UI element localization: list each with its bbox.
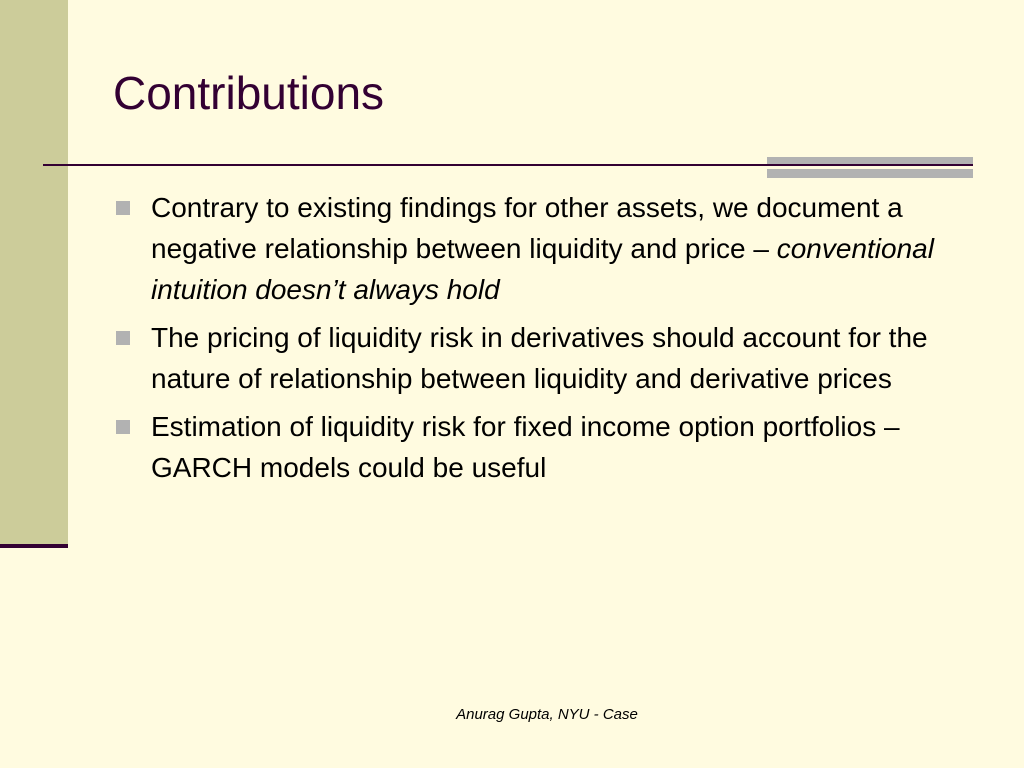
bullet-item-pricing: [113, 317, 993, 399]
square-bullet-icon: [116, 420, 130, 434]
bullet-emphasis-text: conventional intuition doesn’t always hold: [151, 233, 934, 305]
bullet-text: Estimation of liquidity risk for fixed income option portfolios – GARCH models could be useful: [151, 411, 900, 483]
bullet-text: Contrary to existing findings for other assets, we document a negative relationship between liquidity and price –: [151, 192, 903, 264]
accent-bar-top: [767, 157, 973, 164]
slide-footer: Anurag Gupta, NYU - Case: [456, 706, 638, 723]
square-bullet-icon: [116, 331, 130, 345]
left-band-underline: [0, 544, 68, 548]
slide-title: Contributions: [113, 67, 385, 119]
bullet-item-estimation: [113, 406, 993, 488]
bullet-item-findings: [113, 187, 993, 310]
bullet-text: The pricing of liquidity risk in derivatives should account for the nature of relationship between liquidity and derivative prices: [151, 322, 928, 394]
accent-bar-bottom: [767, 169, 973, 178]
square-bullet-icon: [116, 201, 130, 215]
bullet-list: [113, 187, 993, 495]
title-divider-line: [43, 164, 973, 166]
left-decorative-band: [0, 0, 68, 546]
